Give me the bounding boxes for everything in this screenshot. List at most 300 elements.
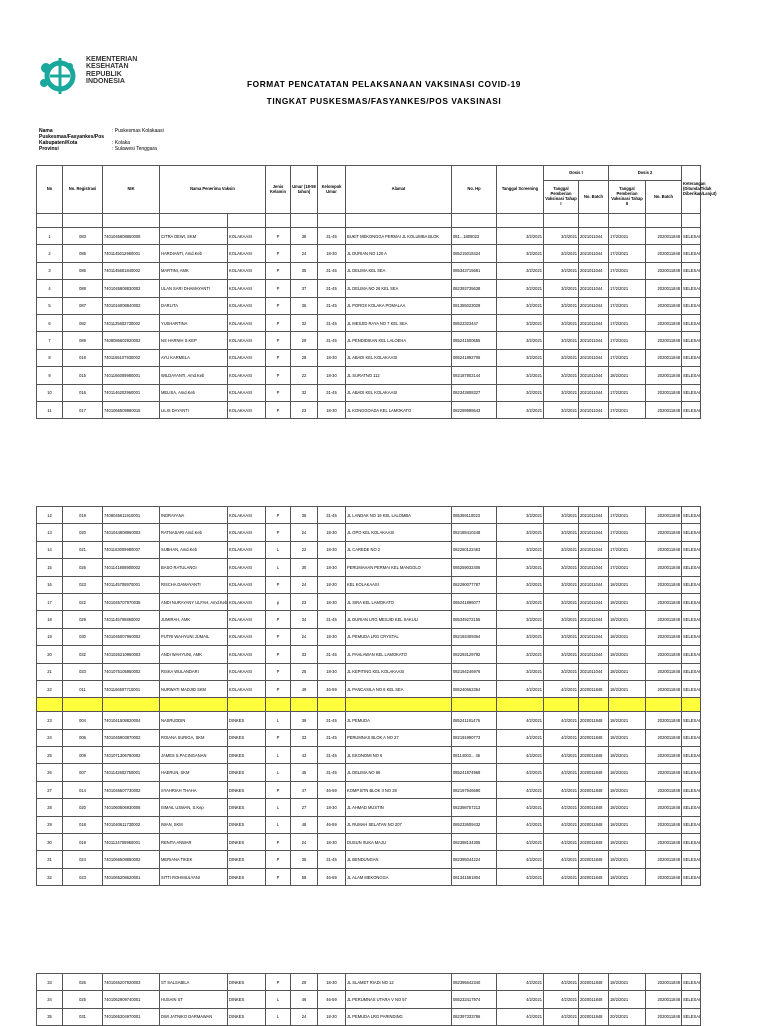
vaccination-table-page-3	[36, 973, 701, 1026]
cell-nama: NS HARNIH S.KEP	[160, 332, 228, 349]
cell-alamat: JL PANCASILA NO 6 KEL SEA	[346, 680, 452, 697]
cell-tgl-screening: 3/2/2021	[497, 576, 544, 593]
cell-nik: 7401075105950002	[103, 663, 160, 680]
cell-no: 18	[37, 611, 63, 628]
cell-alamat: JL DELIMA NO 26 KEL SEA	[346, 280, 452, 297]
cell-tgl-screening: 4/2/2021	[497, 747, 544, 764]
cell-nik: 7401071306780002	[103, 747, 160, 764]
cell-jk: P	[266, 781, 291, 798]
cell-umur: 24	[291, 628, 318, 645]
cell-batch2: 2020011848	[646, 541, 682, 558]
cell-nik: 7401124708960001	[103, 834, 160, 851]
cell-no: 31	[37, 851, 63, 868]
cell-tgl-dosis2: 18/2/2021	[609, 991, 646, 1008]
cell-nama: DARLITA	[160, 297, 228, 314]
cell-jk: p	[266, 593, 291, 610]
cell-batch1: 2020011848	[579, 868, 609, 885]
cell-reg: 025	[63, 991, 103, 1008]
cell-tgl-screening: 4/2/2021	[497, 1008, 544, 1025]
cell-alamat: JL LANDAK NO 16 KEL LALOMBA	[346, 507, 452, 524]
facility-info	[39, 128, 164, 152]
cell-tgl-dosis1: 4/2/2021	[544, 1008, 579, 1025]
cell-batch2: 2020011848	[646, 401, 682, 418]
cell-tgl-screening: 3/2/2021	[497, 524, 544, 541]
cell-batch1: 2021011044	[579, 332, 609, 349]
cell-keterangan: SELESAI	[682, 314, 701, 331]
cell-keterangan: SELESAI	[682, 834, 701, 851]
cell-nama: JUMIRAH, AMK	[160, 611, 228, 628]
cell-keterangan: SELESAI	[682, 332, 701, 349]
cell-batch1: 2021011044	[579, 349, 609, 366]
cell-jk: L	[266, 747, 291, 764]
cell-tgl-dosis1: 3/2/2021	[544, 646, 579, 663]
cell-no: 25	[37, 747, 63, 764]
cell-keterangan: SELESAI	[682, 799, 701, 816]
cell-umur: 24	[291, 834, 318, 851]
vaccination-table-page-2	[36, 506, 701, 886]
cell-umur: 43	[291, 747, 318, 764]
cell-keterangan: SELESAI	[682, 781, 701, 798]
cell-batch2: 2020011848	[646, 384, 682, 401]
cell-alamat: JL RUMAH SELATAN NO 207	[346, 816, 452, 833]
table-body-page-1	[37, 214, 701, 419]
logo-line-1: KEMENTERIAN	[86, 56, 138, 63]
cell-tgl-dosis1: 3/2/2021	[544, 559, 579, 576]
cell-batch1: 2021011044	[579, 367, 609, 384]
table-row	[37, 384, 701, 401]
cell-tgl-dosis2: 18/2/2021	[609, 712, 646, 729]
cell-reg: 023	[63, 868, 103, 885]
cell-umur: 22	[291, 541, 318, 558]
cell-no: 22	[37, 680, 63, 697]
cell-tgl-screening: 4/2/2021	[497, 729, 544, 746]
cell-nik: 7401146202960001	[103, 384, 160, 401]
table-row	[37, 576, 701, 593]
cell-hp: 085241191476	[452, 712, 497, 729]
cell-keterangan: SELESAI	[682, 576, 701, 593]
cell-nama: DWI JATNIKO DARMAWAN	[160, 1008, 228, 1025]
cell-batch1: 2020011848	[579, 851, 609, 868]
cell-tgl-dosis1: 3/2/2021	[544, 611, 579, 628]
cell-tgl-dosis2: 18/2/2021	[609, 729, 646, 746]
cell-batch2: 2020011848	[646, 262, 682, 279]
table-row	[37, 262, 701, 279]
cell-tgl-dosis2: 17/2/2021	[609, 384, 646, 401]
cell-batch1: 2020011848	[579, 799, 609, 816]
table-body-page-2	[37, 507, 701, 698]
cell-jk: P	[266, 628, 291, 645]
cell-batch2: 2020011848	[646, 507, 682, 524]
cell-batch2: 2020011848	[646, 851, 682, 868]
cell-umur: 58	[291, 868, 318, 885]
cell-unit: KOLAKAASI	[228, 524, 266, 541]
cell-tgl-dosis2: 18/2/2021	[609, 628, 646, 645]
cell-hp: 085241500655	[452, 332, 497, 349]
cell-batch2: 2020011848	[646, 349, 682, 366]
cell-alamat: BUKIT MEKONGGA PERMAI JL KOLUMBA BLOK	[346, 228, 452, 245]
cell-nama: SYAHRIAH THAHA	[160, 781, 228, 798]
cell-nama: NURWATI MADJID SKM	[160, 680, 228, 697]
cell-umur: 24	[291, 524, 318, 541]
cell-batch2: 2020011848	[646, 245, 682, 262]
document-title: FORMAT PENCATATAN PELAKSANAAN VAKSINASI COVID-19	[246, 79, 522, 89]
cell-tgl-screening: 3/2/2021	[497, 384, 544, 401]
cell-nik: 7401066508850002	[103, 851, 160, 868]
cell-batch2: 2020011848	[646, 868, 682, 885]
cell-unit: KOLAKAASI	[228, 367, 266, 384]
cell-hp: 085233417974	[452, 991, 497, 1008]
cell-kelompok: 31-45	[318, 297, 346, 314]
cell-tgl-dosis1: 3/2/2021	[544, 576, 579, 593]
cell-jk: P	[266, 507, 291, 524]
cell-reg: 088	[63, 280, 103, 297]
cell-batch2: 2020011848	[646, 680, 682, 697]
cell-umur: 32	[291, 384, 318, 401]
cell-no: 15	[37, 559, 63, 576]
cell-tgl-screening: 3/2/2021	[497, 367, 544, 384]
cell-tgl-screening: 4/2/2021	[497, 712, 544, 729]
cell-kelompok: 31-45	[318, 262, 346, 279]
cell-tgl-dosis1: 3/2/2021	[544, 245, 579, 262]
cell-batch1: 2021011044	[579, 541, 609, 558]
cell-unit: DINKES	[228, 834, 266, 851]
cell-unit: DINKES	[228, 712, 266, 729]
cell-keterangan: SELESAI	[682, 297, 701, 314]
cell-keterangan: SELESAI	[682, 524, 701, 541]
cell-keterangan: SELESAI	[682, 991, 701, 1008]
cell-unit: KOLAKAASI	[228, 628, 266, 645]
cell-umur: 46	[291, 991, 318, 1008]
cell-nama: ANDI NURAYANY ULFAH, Amd.Keb	[160, 593, 228, 610]
cell-hp: 085343715681	[452, 262, 497, 279]
cell-reg: 026	[63, 974, 103, 991]
cell-no: 13	[37, 524, 63, 541]
cell-reg: 006	[63, 729, 103, 746]
cell-tgl-screening: 3/2/2021	[497, 507, 544, 524]
table-row	[37, 228, 701, 245]
cell-alamat: JL SIRA KEL LAMOKATO	[346, 593, 452, 610]
cell-unit: KOLAKAASI	[228, 576, 266, 593]
cell-kelompok: 46-59	[318, 816, 346, 833]
cell-tgl-dosis1: 4/2/2021	[544, 764, 579, 781]
cell-nik: 7401145601840002	[103, 262, 160, 279]
cell-batch2: 2020011848	[646, 1008, 682, 1025]
cell-nik: 7401045903870002	[103, 729, 160, 746]
cell-tgl-dosis1: 3/2/2021	[544, 314, 579, 331]
cell-nik: 7408045611910001	[103, 507, 160, 524]
provinsi-label: Provinsi	[39, 146, 59, 152]
cell-tgl-screening: 3/2/2021	[497, 245, 544, 262]
cell-tgl-dosis1: 4/2/2021	[544, 834, 579, 851]
cell-reg: 009	[63, 747, 103, 764]
cell-tgl-dosis1: 4/2/2021	[544, 991, 579, 1008]
cell-kelompok: 46-59	[318, 868, 346, 885]
cell-kelompok: 18-30	[318, 367, 346, 384]
cell-unit: KOLAKAASI	[228, 262, 266, 279]
cell-tgl-dosis2: 17/2/2021	[609, 314, 646, 331]
cell-tgl-screening: 3/2/2021	[497, 628, 544, 645]
cell-jk: P	[266, 611, 291, 628]
cell-batch1: 2020011848	[579, 747, 609, 764]
cell-hp: 08114003... 46	[452, 747, 497, 764]
cell-alamat: KEL KOLAKAASI	[346, 576, 452, 593]
cell-kelompok: 18-30	[318, 974, 346, 991]
document-subtitle: TINGKAT PUSKESMAS/FASYANKES/POS VAKSINASI	[266, 96, 502, 106]
table-row	[37, 646, 701, 663]
cell-keterangan: SELESAI	[682, 764, 701, 781]
cell-nama: MELISA, Amd.Keb	[160, 384, 228, 401]
table-row	[37, 799, 701, 816]
cell-batch1: 2021011044	[579, 245, 609, 262]
cell-kelompok: 18-30	[318, 401, 346, 418]
cell-umur: 30	[291, 559, 318, 576]
cell-no: 33	[37, 974, 63, 991]
cell-unit: KOLAKAASI	[228, 384, 266, 401]
kemenkes-logo	[36, 52, 166, 102]
cell-kelompok: 18-30	[318, 524, 346, 541]
cell-tgl-dosis2: 17/2/2021	[609, 507, 646, 524]
cell-batch2: 2020011848	[646, 559, 682, 576]
cell-kelompok: 18-30	[318, 576, 346, 593]
table-row	[37, 349, 701, 366]
cell-keterangan: SELESAI	[682, 559, 701, 576]
cell-tgl-dosis2: 18/2/2021	[609, 663, 646, 680]
cell-no: 5	[37, 297, 63, 314]
cell-unit: KOLAKAASI	[228, 611, 266, 628]
cell-kelompok: 31-45	[318, 611, 346, 628]
col-kelompok-umur: Kelompok Umur	[318, 166, 346, 214]
cell-unit: DINKES	[228, 1008, 266, 1025]
cell-tgl-dosis2: 18/2/2021	[609, 646, 646, 663]
cell-keterangan: SELESAI	[682, 680, 701, 697]
cell-umur: 49	[291, 680, 318, 697]
cell-kelompok: 18-30	[318, 593, 346, 610]
cell-nik: 7401166507710001	[103, 680, 160, 697]
cell-tgl-dosis2: 18/2/2021	[609, 611, 646, 628]
cell-nik: 7401016008840002	[103, 297, 160, 314]
cell-tgl-dosis2: 17/2/2021	[609, 228, 646, 245]
cell-jk: P	[266, 663, 291, 680]
table-row	[37, 834, 701, 851]
cell-batch1: 2021011044	[579, 314, 609, 331]
cell-no: 8	[37, 349, 63, 366]
cell-alamat: JL DELIMA NO 66	[346, 764, 452, 781]
cell-nama: MARTINI, AMK	[160, 262, 228, 279]
cell-batch2: 2020011848	[646, 314, 682, 331]
kemenkes-emblem-icon	[36, 52, 84, 100]
table-row	[37, 663, 701, 680]
table-row	[37, 507, 701, 524]
cell-keterangan: SELESAI	[682, 262, 701, 279]
cell-alamat: JL ABADI KEL KOLAKAASI	[346, 349, 452, 366]
cell-nama: CITRA DEWI, SKM	[160, 228, 228, 245]
cell-batch1: 2021011044	[579, 628, 609, 645]
cell-nama: RISKA WULANDARI	[160, 663, 228, 680]
cell-batch1: 2021011044	[579, 559, 609, 576]
cell-jk: L	[266, 991, 291, 1008]
cell-hp: 085241874969	[452, 764, 497, 781]
cell-hp: 085241892706	[452, 349, 497, 366]
cell-nama: PUTRI WAHYUNI JUMAIL	[160, 628, 228, 645]
cell-umur: 45	[291, 764, 318, 781]
cell-nama: ANDI WAHYUNI, AMK	[160, 646, 228, 663]
cell-batch1: 2020011848	[579, 816, 609, 833]
cell-reg: 020	[63, 524, 103, 541]
cell-jk: L	[266, 764, 291, 781]
cell-kelompok: 31-45	[318, 332, 346, 349]
cell-kelompok: 18-30	[318, 1008, 346, 1025]
table-row	[37, 764, 701, 781]
cell-alamat: JL PENDIDIKAN KEL LALOEHA	[346, 332, 452, 349]
cell-batch2: 2020011848	[646, 816, 682, 833]
col-dosis-1: Dosis I	[544, 166, 609, 181]
cell-tgl-screening: 3/2/2021	[497, 262, 544, 279]
col-nik: NIK	[103, 166, 160, 214]
cell-batch1: 2021011044	[579, 262, 609, 279]
cell-batch1: 2020011848	[579, 712, 609, 729]
cell-hp: 082293129792	[452, 646, 497, 663]
cell-alamat: JL KONGGOADA KEL LAMOKATO	[346, 401, 452, 418]
cell-tgl-screening: 4/2/2021	[497, 764, 544, 781]
cell-tgl-screening: 3/2/2021	[497, 663, 544, 680]
cell-jk: P	[266, 868, 291, 885]
cell-kelompok: 31-45	[318, 646, 346, 663]
cell-hp: 081341581804	[452, 868, 497, 885]
yellow-separator	[37, 698, 701, 712]
cell-tgl-screening: 3/2/2021	[497, 228, 544, 245]
cell-reg: 011	[63, 680, 103, 697]
cell-reg: 014	[63, 781, 103, 798]
cell-tgl-screening: 3/2/2021	[497, 646, 544, 663]
cell-batch2: 2020011848	[646, 663, 682, 680]
cell-tgl-dosis2: 20/2/2021	[609, 1008, 646, 1025]
cell-nama: LILIS DAYANTI	[160, 401, 228, 418]
cell-jk: P	[266, 646, 291, 663]
cell-nik: 7401046808850008	[103, 228, 160, 245]
cell-alamat: JL DURIAN LRG MESJID KEL SAKULI	[346, 611, 452, 628]
table-row	[37, 851, 701, 868]
cell-umur: 22	[291, 367, 318, 384]
cell-tgl-screening: 3/2/2021	[497, 559, 544, 576]
cell-tgl-dosis2: 17/2/2021	[609, 297, 646, 314]
cell-nik: 7401065304970001	[103, 1008, 160, 1025]
cell-nik: 7401062909740001	[103, 991, 160, 1008]
cell-hp: 085349272155	[452, 611, 497, 628]
col-tgl-pemberian-2: Tanggal Pemberian Vaksinasi Tahap II	[609, 181, 646, 214]
table-row	[37, 974, 701, 991]
cell-unit: DINKES	[228, 816, 266, 833]
cell-umur: 35	[291, 851, 318, 868]
cell-keterangan: SELESAI	[682, 507, 701, 524]
cell-no: 20	[37, 646, 63, 663]
cell-tgl-dosis2: 18/2/2021	[609, 851, 646, 868]
cell-reg: 018	[63, 816, 103, 833]
cell-nik: 7401066509980015	[103, 401, 160, 418]
cell-no: 23	[37, 712, 63, 729]
cell-tgl-dosis2: 17/2/2021	[609, 524, 646, 541]
cell-hp: 082395642340	[452, 974, 497, 991]
cell-no: 7	[37, 332, 63, 349]
col-no-batch-2: No. Batch	[646, 181, 682, 214]
logo-line-3: REPUBLIK	[86, 70, 122, 78]
cell-hp: 082193409364	[452, 628, 497, 645]
logo-line-2: KESEHATAN	[86, 63, 129, 71]
cell-jk: P	[266, 228, 291, 245]
cell-unit: KOLAKAASI	[228, 245, 266, 262]
cell-hp: 082299998643	[452, 401, 497, 418]
cell-nik: 7401045808830002	[103, 280, 160, 297]
cell-tgl-dosis2: 18/2/2021	[609, 799, 646, 816]
cell-kelompok: 18-30	[318, 799, 346, 816]
cell-keterangan: SELESAI	[682, 593, 701, 610]
cell-keterangan: SELESAI	[682, 349, 701, 366]
cell-jk: P	[266, 834, 291, 851]
cell-batch1: 2021011044	[579, 611, 609, 628]
provinsi-value: : Sulawesi Tenggara	[112, 146, 157, 152]
cell-tgl-screening: 3/2/2021	[497, 611, 544, 628]
cell-kelompok: 18-30	[318, 663, 346, 680]
cell-unit: KOLAKAASI	[228, 541, 266, 558]
cell-nama: HAERUN, SKM	[160, 764, 228, 781]
puskesmas-value: : Puskesmas Kolakaasi	[112, 128, 164, 134]
cell-tgl-dosis2: 18/2/2021	[609, 593, 646, 610]
cell-keterangan: SELESAI	[682, 1008, 701, 1025]
cell-tgl-dosis1: 3/2/2021	[544, 297, 579, 314]
cell-unit: DINKES	[228, 747, 266, 764]
cell-jk: P	[266, 332, 291, 349]
table-row	[37, 524, 701, 541]
cell-keterangan: SELESAI	[682, 974, 701, 991]
cell-reg: 019	[63, 834, 103, 851]
cell-kelompok: 31-45	[318, 280, 346, 297]
cell-keterangan: SELESAI	[682, 747, 701, 764]
cell-batch1: 2021011044	[579, 401, 609, 418]
cell-jk: L	[266, 712, 291, 729]
cell-reg: 022	[63, 593, 103, 610]
table-row	[37, 332, 701, 349]
cell-batch1: 2021011044	[579, 576, 609, 593]
cell-umur: 27	[291, 799, 318, 816]
cell-no: 34	[37, 991, 63, 1008]
cell-unit: DINKES	[228, 781, 266, 798]
cell-tgl-dosis1: 3/2/2021	[544, 228, 579, 245]
cell-nama: SITTI ROHMIULYANI	[160, 868, 228, 885]
cell-batch2: 2020011848	[646, 799, 682, 816]
cell-kelompok: 31-45	[318, 384, 346, 401]
cell-batch2: 2020011848	[646, 576, 682, 593]
cell-batch1: 2021011044	[579, 524, 609, 541]
table-row	[37, 611, 701, 628]
cell-tgl-dosis2: 18/2/2021	[609, 974, 646, 991]
cell-reg: 017	[63, 401, 103, 418]
cell-kelompok: 18-30	[318, 628, 346, 645]
cell-unit: DINKES	[228, 974, 266, 991]
cell-unit: KOLAKAASI	[228, 646, 266, 663]
cell-batch1: 2021011044	[579, 384, 609, 401]
col-alamat: Alamat	[346, 166, 452, 214]
cell-jk: P	[266, 729, 291, 746]
cell-no: 9	[37, 367, 63, 384]
cell-nik: 7408086602920002	[103, 332, 160, 349]
cell-nama: BASO RATULANGI	[160, 559, 228, 576]
cell-no: 4	[37, 280, 63, 297]
cell-tgl-dosis2: 17/2/2021	[609, 245, 646, 262]
cell-unit: KOLAKAASI	[228, 297, 266, 314]
cell-kelompok: 31-45	[318, 747, 346, 764]
table-row	[37, 297, 701, 314]
cell-nik: 7401045707970035	[103, 593, 160, 610]
cell-no: 19	[37, 628, 63, 645]
